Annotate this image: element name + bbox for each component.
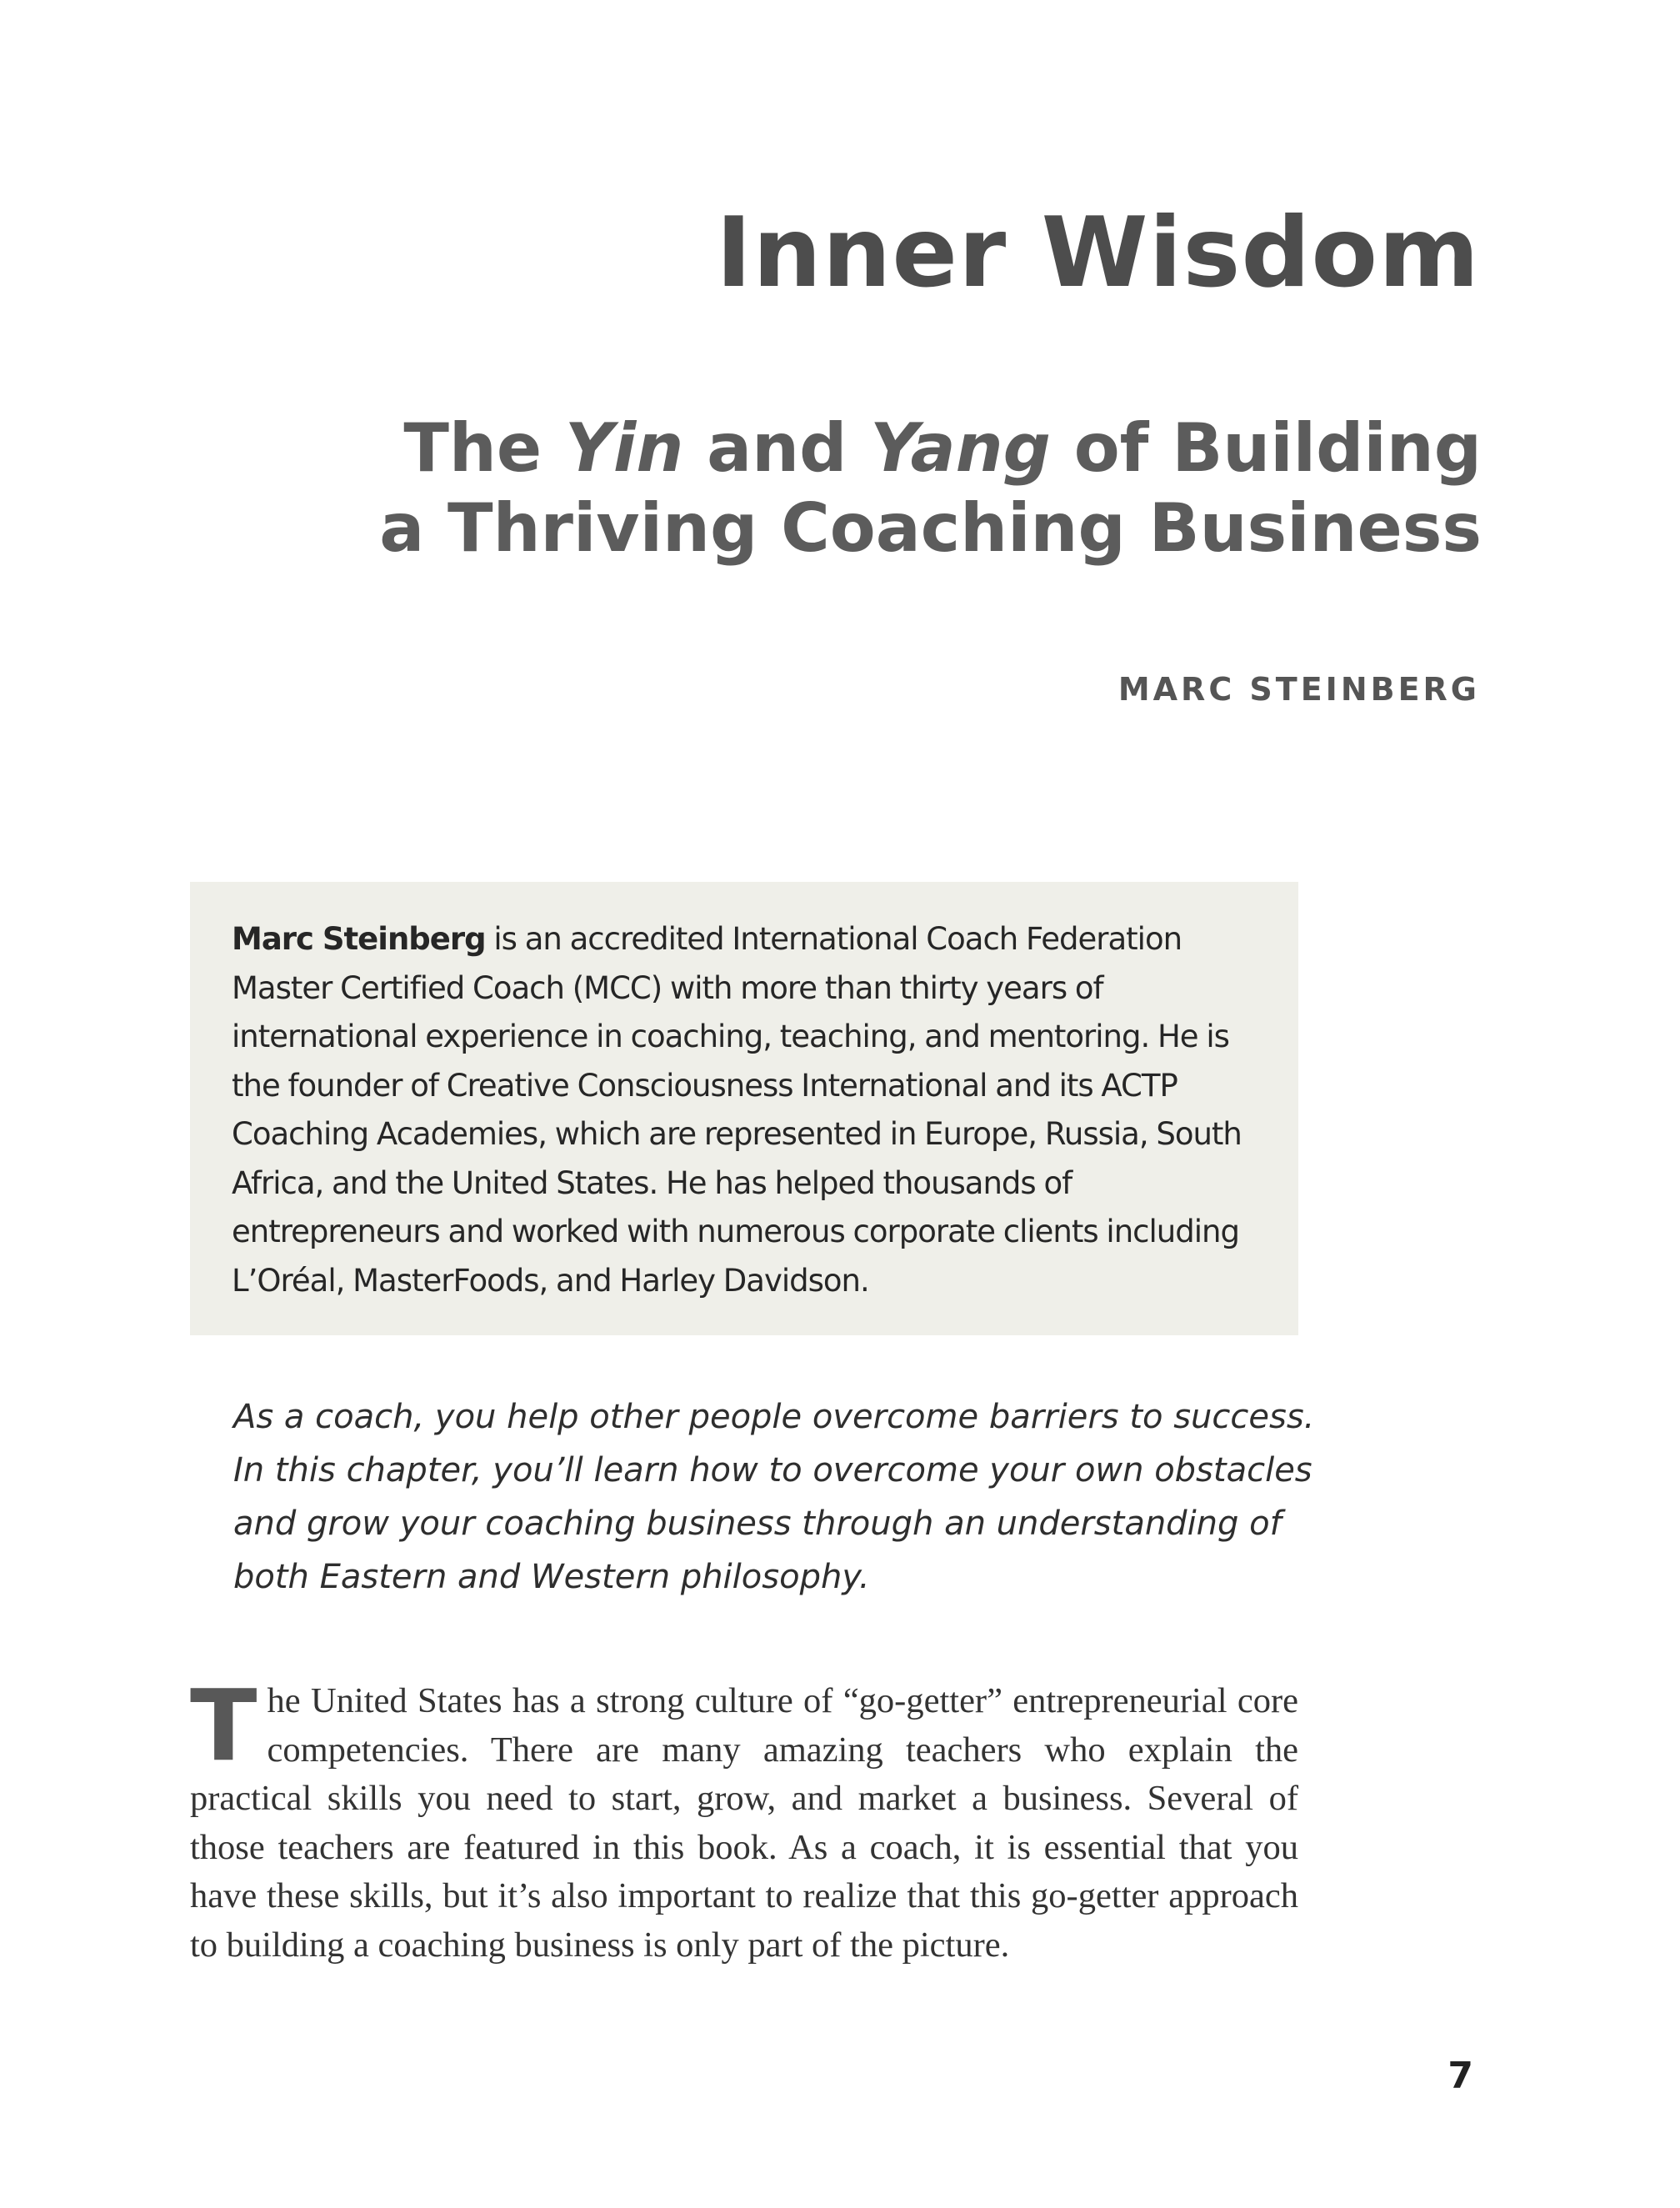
chapter-subtitle [379, 408, 1482, 568]
drop-cap: T [190, 1668, 258, 1783]
subtitle-yin: Yin [564, 409, 684, 487]
author-bio-box [190, 882, 1298, 1335]
subtitle-line-2: a Thriving Coaching Business [379, 489, 1482, 567]
author-bio-name: Marc Steinberg [232, 921, 486, 957]
chapter-epigraph: As a coach, you help other people overcome barriers to success. In this chapter, you’ll learn how to overcome your own obstacles and grow your coaching business through an understanding of both Eastern and Western philosophy. [233, 1398, 1315, 1596]
subtitle-line-1 [379, 408, 1482, 488]
body-paragraph [190, 1668, 1298, 1970]
page-number: 7 [1448, 2055, 1473, 2097]
author-bio-text: is an accredited International Coach Federation Master Certified Coach (MCC) with more than thirty years of international experience in coaching, teaching, and mentoring. He is the founder of Creative Consciousness International and its ACTP Coaching Academies, which are represented in Europe, Russia, South Africa, and the United States. He has helped thousands of entrepreneurs and worked with numerous corporate clients including L’Oréal, MasterFoods, and Harley Davidson. [232, 921, 1242, 1299]
body-text: he United States has a strong culture of “go-getter” entrepreneurial core competencies. There are many amazing teachers who explain the practical skills you need to start, grow, and market a business. Several of those teachers are featured in this book. As a coach, it is essential that you have these skills, but it’s also important to realize that this go-getter approach to building a coaching business is only part of the picture. [190, 1681, 1298, 1965]
subtitle-text: The [403, 409, 565, 487]
author-bio [232, 915, 1248, 1305]
chapter-title: Inner Wisdom [716, 197, 1480, 309]
subtitle-text: and [683, 409, 871, 487]
chapter-author: MARC STEINBERG [1118, 671, 1480, 708]
subtitle-text: of Building [1050, 409, 1482, 487]
subtitle-yang: Yang [870, 409, 1051, 487]
